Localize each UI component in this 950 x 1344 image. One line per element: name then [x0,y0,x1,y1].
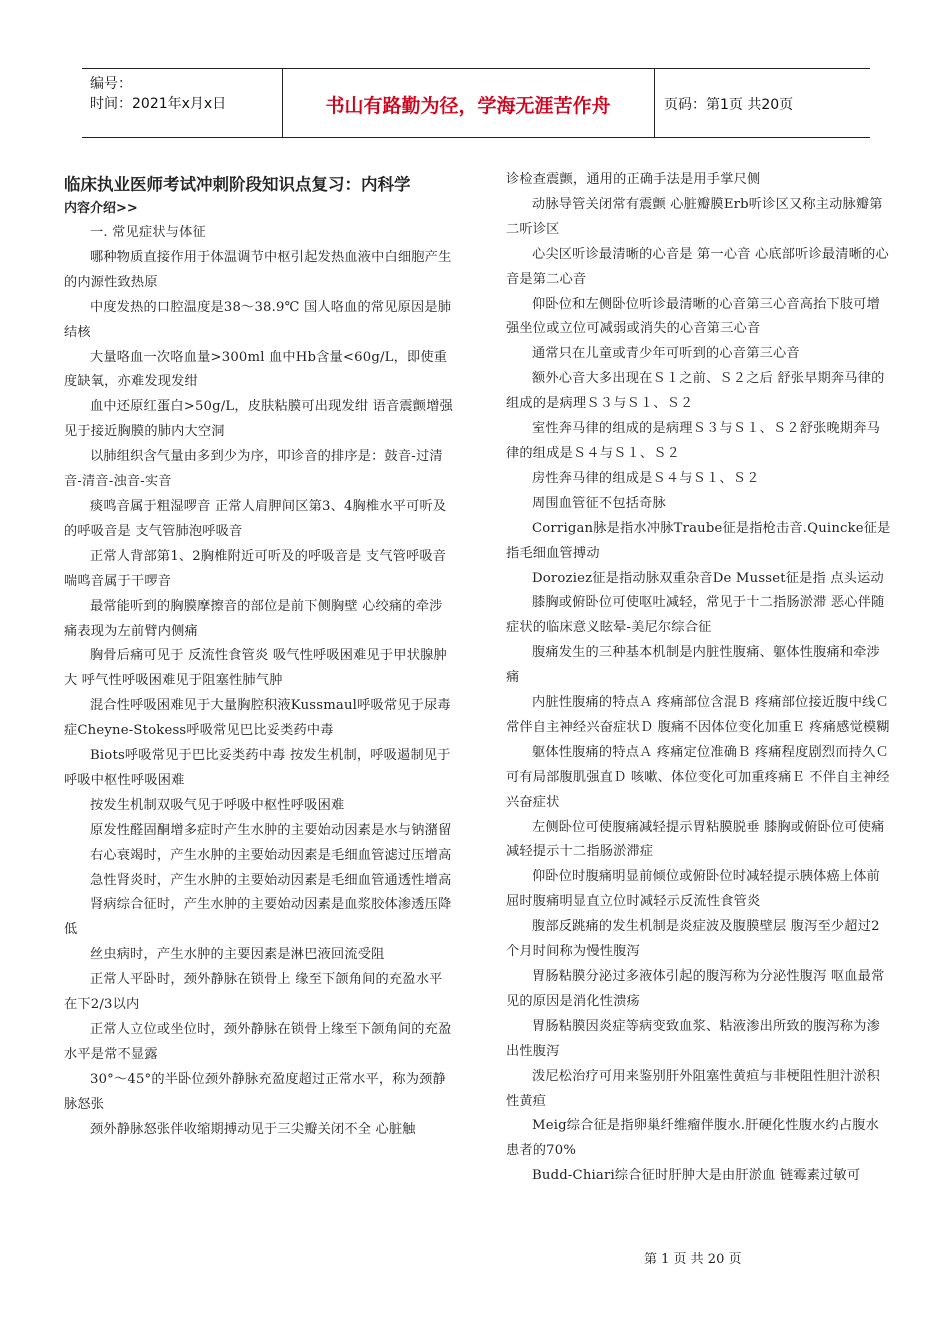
paragraph: 膝胸或俯卧位可使呕吐减轻，常见于十二指肠淤滞 恶心伴随症状的临床意义眩晕-美尼尔综合征 [506,595,885,636]
paragraph: Doroziez征是指动脉双重杂音De Musset征是指 点头运动 [532,570,884,586]
paragraph: 丝虫病时，产生水肿的主要因素是淋巴液回流受阻 [90,947,385,963]
header-meta-cell [82,69,283,137]
paragraph: Budd-Chiari综合征时肝肿大是由肝淤血 链霉素过敏可 [532,1168,861,1184]
intro-label: 内容介绍>> [64,201,138,216]
paragraph: 腹痛发生的三种基本机制是内脏性腹痛、躯体性腹痛和牵涉痛 [506,645,881,686]
paragraph: 室性奔马律的组成的是病理Ｓ３与Ｓ１、Ｓ２舒张晚期奔马律的组成是Ｓ４与Ｓ１、Ｓ２ [506,421,881,461]
document-header [82,68,870,138]
header-page-code: 页码：第1页 共20页 [664,97,794,113]
document-title: 临床执业医师考试冲刺阶段知识点复习：内科学 [64,175,411,194]
paragraph: 按发生机制双吸气见于呼吸中枢性呼吸困难 [90,797,345,813]
paragraph: 胸骨后痛可见于 反流性食管炎 吸气性呼吸困难见于甲状腺肿大 呼气性呼吸困难见于阻塞性肺气肿 [64,648,447,689]
continued-paragraph: 诊检查震颤，通用的正确手法是用手掌尺侧 [506,172,761,187]
paragraph: 肾病综合征时，产生水肿的主要始动因素是血浆胶体渗透压降低 [64,897,452,938]
paragraph: 腹部反跳痛的发生机制是炎症波及腹膜壁层 腹泻至少超过2个月时间称为慢性腹泻 [506,919,880,960]
paragraph: 房性奔马律的组成是Ｓ４与Ｓ１、Ｓ２ [532,470,760,486]
paragraph: 动脉导管关闭常有震颤 心脏瓣膜Erb听诊区又称主动脉瓣第二听诊区 [506,196,883,237]
paragraph: 周围血管征不包括奇脉 [532,495,666,511]
paragraph: Biots呼吸常见于巴比妥类药中毒 按发生机制，呼吸遏制见于呼吸中枢性呼吸困难 [64,748,451,788]
paragraph: 通常只在儿童或青少年可听到的心音第三心音 [532,346,800,362]
paragraph: 颈外静脉怒张伴收缩期搏动见于三尖瓣关闭不全 心脏触 [90,1121,416,1137]
paragraph: 一. 常见症状与体征 [90,225,206,240]
paragraph: 心尖区听诊最清晰的心音是 第一心音 心底部听诊最清晰的心音是第二心音 [506,246,889,287]
paragraph: 大量咯血一次咯血量>300ml 血中Hb含量<60g/L，即使重度缺氧，亦难发现发绀 [64,349,448,390]
paragraph: 哪种物质直接作用于体温调节中枢引起发热血液中白细胞产生的内源性致热原 [64,249,452,290]
paragraph: Corrigan脉是指水冲脉Traube征是指枪击音.Quincke征是指毛细血管搏动 [506,520,891,561]
left-paragraph-list [64,221,454,1143]
header-motto-cell [282,69,655,137]
paragraph: 中度发热的口腔温度是38～38.9℃ 国人咯血的常见原因是肺结核 [64,299,452,340]
paragraph: 仰卧位时腹痛明显前倾位或俯卧位时减轻提示胰体癌上体前屈时腹痛明显直立位时减轻示反流性食管炎 [506,869,881,910]
paragraph: 血中还原红蛋白>50g/L，皮肤粘膜可出现发绀 语音震颤增强见于接近胸膜的肺内大空洞 [64,399,453,440]
right-column [506,168,892,1189]
paragraph: 最常能听到的胸膜摩擦音的部位是前下侧胸壁 心绞痛的牵涉痛表现为左前臂内侧痛 [64,598,443,639]
paragraph: 原发性醛固酮增多症时产生水肿的主要始动因素是水与钠潴留 [90,822,452,838]
paragraph: 正常人背部第1、2胸椎附近可听及的呼吸音是 支气管呼吸音 喘鸣音属于干啰音 [64,548,447,589]
paragraph: 仰卧位和左侧卧位听诊最清晰的心音第三心音高抬下肢可增强坐位或立位可减弱或消失的心音第三心音 [506,296,881,337]
document-time-label: 时间：2021年x月x日 [90,96,227,112]
left-column [64,168,454,1143]
paragraph: 以肺组织含气量由多到少为序，叩诊音的排序是：鼓音-过清音-清音-浊音-实音 [64,449,443,490]
paragraph: 内脏性腹痛的特点Ａ 疼痛部位含混Ｂ 疼痛部位接近腹中线Ｃ 常伴自主神经兴奋症状Ｄ 腹痛不因体位变化加重Ｅ 疼痛感觉模糊 [506,695,890,735]
paragraph: Meig综合征是指卵巢纤维瘤伴腹水.肝硬化性腹水约占腹水患者的70% [506,1118,880,1159]
right-paragraph-list [506,193,892,1189]
page-footer: 第 1 页 共 20 页 [644,1252,742,1267]
paragraph: 急性肾炎时，产生水肿的主要始动因素是毛细血管通透性增高 [90,872,452,888]
paragraph: 左侧卧位可使腹痛减轻提示胃粘膜脱垂 膝胸或俯卧位可使痛减轻提示十二指肠淤滞症 [506,819,885,860]
paragraph: 正常人平卧时，颈外静脉在锁骨上 缘至下颌角间的充盈水平在下2/3以内 [64,972,443,1013]
paragraph: 胃肠粘膜分泌过多液体引起的腹泻称为分泌性腹泻 呕血最常见的原因是消化性溃疡 [506,969,885,1009]
paragraph: 躯体性腹痛的特点Ａ 疼痛定位准确Ｂ 疼痛程度剧烈而持久Ｃ 可有局部腹肌强直Ｄ 咳嗽、体位变化可加重疼痛Ｅ 不伴自主神经兴奋症状 [506,744,890,810]
document-number-label: 编号： [90,76,132,92]
header-page-cell [654,69,870,137]
paragraph: 右心衰竭时，产生水肿的主要始动因素是毛细血管滤过压增高 [90,847,452,863]
paragraph: 30°～45°的半卧位颈外静脉充盈度超过正常水平，称为颈静脉怒张 [64,1071,446,1112]
paragraph: 胃肠粘膜因炎症等病变致血浆、粘液渗出所致的腹泻称为渗出性腹泻 [506,1018,881,1059]
header-motto: 书山有路勤为径，学海无涯苦作舟 [325,95,611,117]
paragraph: 痰鸣音属于粗湿啰音 正常人肩胛间区第3、4胸椎水平可听及的呼吸音是 支气管肺泡呼吸音 [64,498,447,539]
paragraph: 泼尼松治疗可用来鉴别肝外阻塞性黄疸与非梗阻性胆汁淤积性黄疸 [506,1068,881,1109]
paragraph: 混合性呼吸困难见于大量胸腔积液Kussmaul呼吸常见于尿毒症Cheyne-Stokess呼吸常见巴比妥类药中毒 [64,698,451,739]
paragraph: 额外心音大多出现在Ｓ１之前、Ｓ２之后 舒张早期奔马律的组成的是病理Ｓ３与Ｓ１、Ｓ２ [506,371,885,412]
paragraph: 正常人立位或坐位时，颈外静脉在锁骨上缘至下颌角间的充盈水平是常不显露 [64,1022,452,1062]
